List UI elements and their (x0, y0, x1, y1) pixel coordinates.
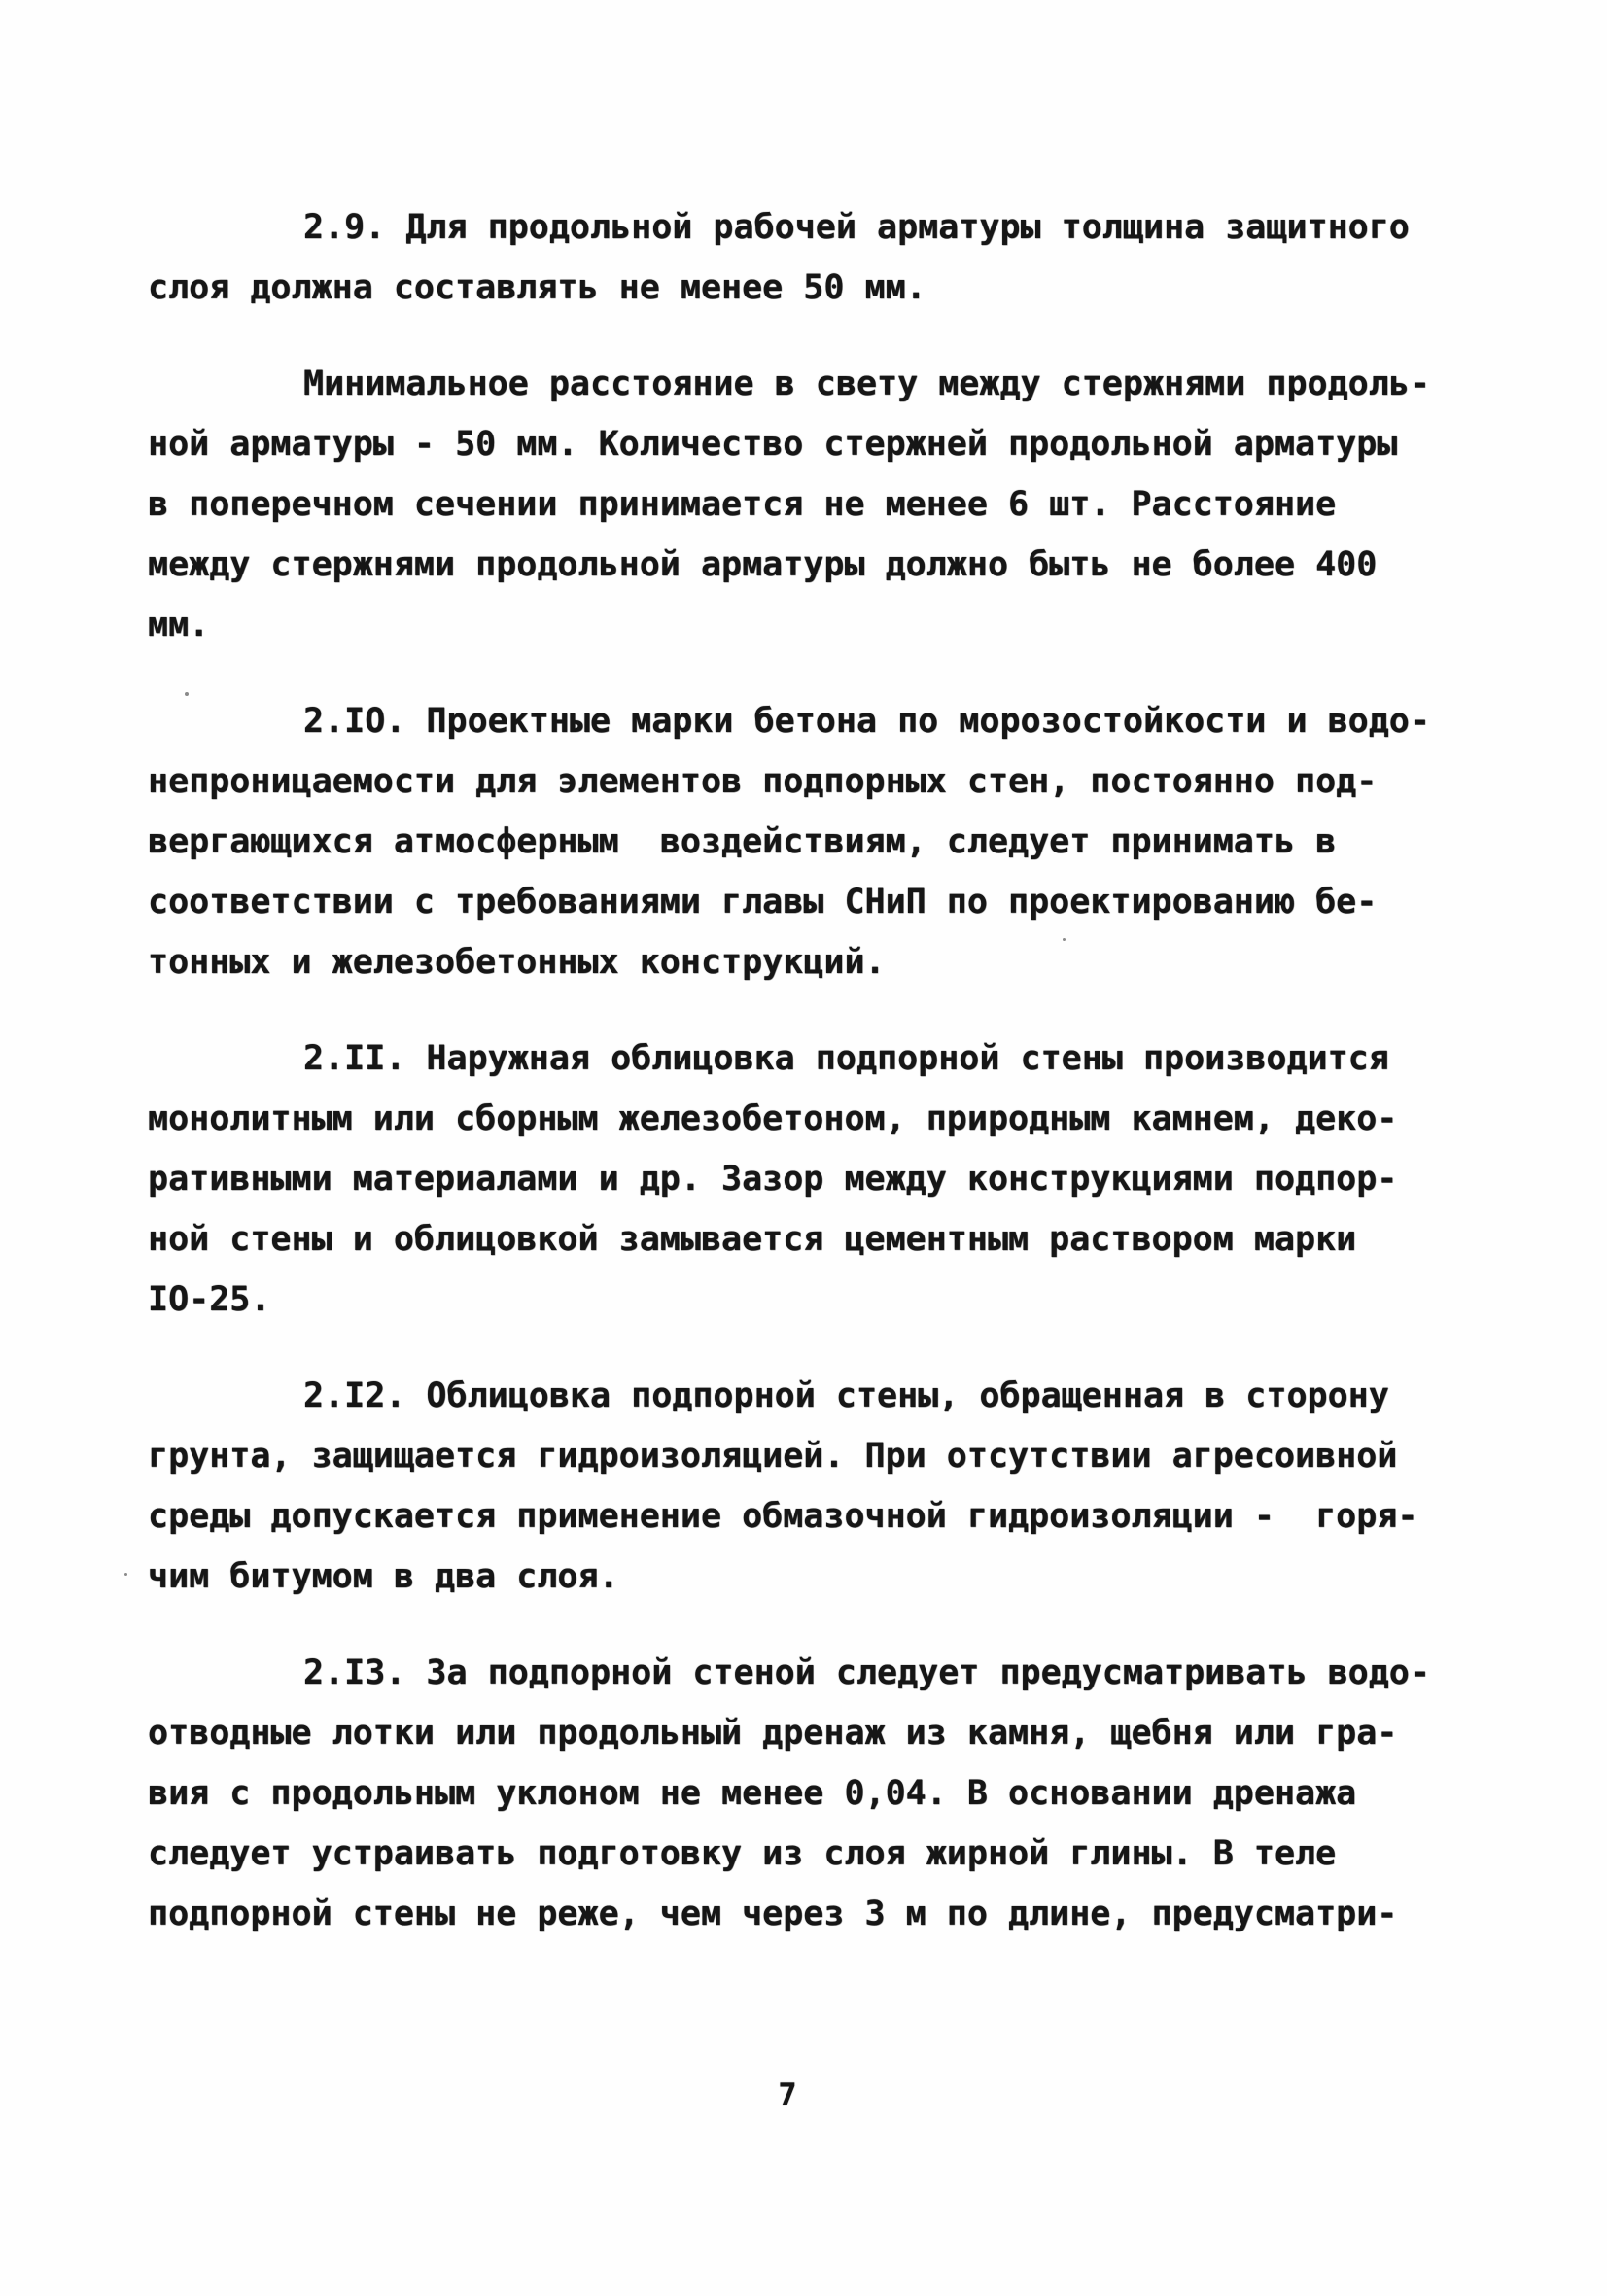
text-line: ной стены и облицовкой замывается цементным раствором марки (148, 1220, 1357, 1259)
text-line: тонных и железобетонных конструкций. (148, 943, 886, 982)
text-line: 2.IO. Проектные марки бетона по морозостойкости и водо- (303, 702, 1430, 741)
text-line: 2.II. Наружная облицовка подпорной стены производится (303, 1039, 1389, 1078)
text-line: вия с продольным уклоном не менее 0,04. В основании дренажа (148, 1774, 1357, 1813)
paragraph-2-9 (148, 197, 1441, 318)
paragraph-2-12 (148, 1366, 1441, 1607)
scan-speck (185, 692, 189, 696)
scan-speck (1063, 938, 1066, 941)
text-line: монолитным или сборным железобетоном, природным камнем, деко- (148, 1099, 1398, 1138)
text-line: мм. (148, 606, 210, 644)
text-line: грунта, защищается гидроизоляцией. При отсутствии агресоивной (148, 1437, 1398, 1476)
text-line: среды допускается применение обмазочной гидроизоляции - горя- (148, 1497, 1418, 1536)
text-line: 2.I3. За подпорной стеной следует предусматривать водо- (303, 1653, 1430, 1692)
text-line: между стержнями продольной арматуры должно быть не более 400 (148, 545, 1378, 584)
text-line: ративными материалами и др. Зазор между конструкциями подпор- (148, 1160, 1398, 1199)
scan-speck (124, 1573, 127, 1576)
text-line: Минимальное расстояние в свету между стержнями продоль- (303, 365, 1430, 403)
text-line: соответствии с требованиями главы СНиП по проектированию бе- (148, 883, 1378, 922)
text-line: слоя должна составлять не менее 50 мм. (148, 268, 926, 307)
paragraph-2-11 (148, 1028, 1441, 1330)
paragraph-min-distance (148, 354, 1441, 655)
paragraph-2-13 (148, 1643, 1441, 1944)
document-text-block (148, 197, 1441, 1980)
text-line: 2.9. Для продольной рабочей арматуры толщина защитного (303, 208, 1410, 247)
text-line: в поперечном сечении принимается не менее 6 шт. Расстояние (148, 485, 1337, 524)
text-line: чим битумом в два слоя. (148, 1557, 619, 1596)
text-line: следует устраивать подготовку из слоя жирной глины. В теле (148, 1834, 1337, 1873)
text-line: ной арматуры - 50 мм. Количество стержней продольной арматуры (148, 425, 1398, 464)
text-line: IO-25. (148, 1280, 271, 1319)
page-number: 7 (778, 2076, 797, 2113)
text-line: непроницаемости для элементов подпорных стен, постоянно под- (148, 762, 1378, 801)
text-line: вергающихся атмосферным воздействиям, следует принимать в (148, 822, 1337, 861)
paragraph-2-10 (148, 691, 1441, 992)
text-line: подпорной стены не реже, чем через 3 м по длине, предусматри- (148, 1895, 1398, 1933)
text-line: 2.I2. Облицовка подпорной стены, обращенная в сторону (303, 1376, 1389, 1415)
text-line: отводные лотки или продольный дренаж из камня, щебня или гра- (148, 1714, 1398, 1753)
